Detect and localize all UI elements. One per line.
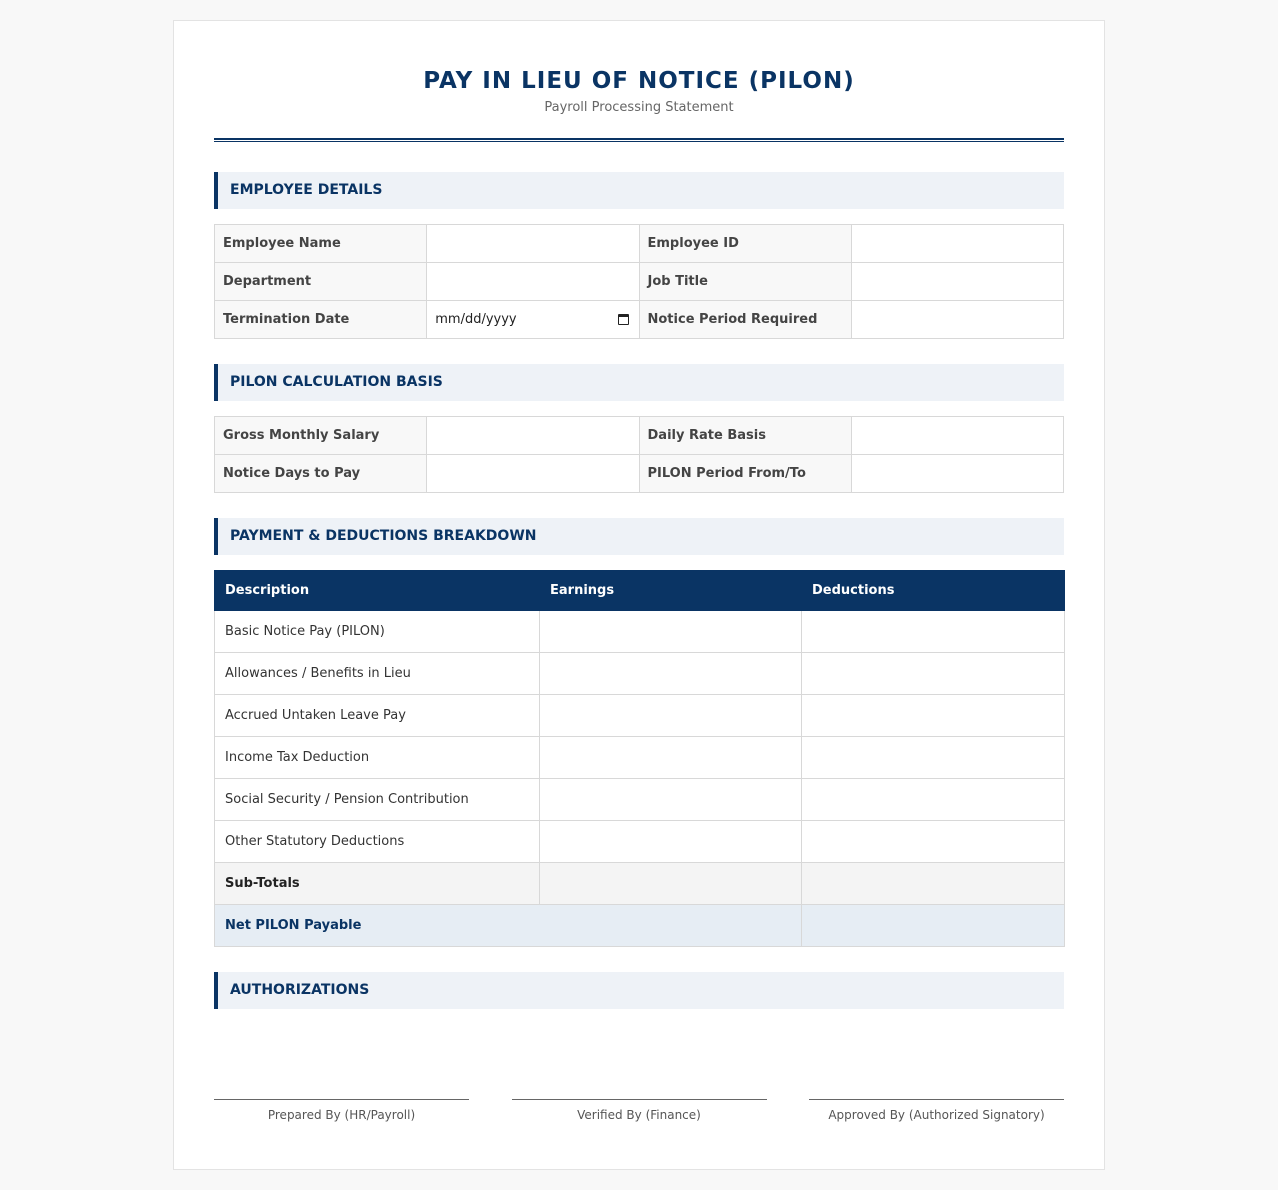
row-description: Income Tax Deduction (215, 737, 540, 779)
notice-period-label: Notice Period Required (639, 301, 851, 339)
employee-name-label: Employee Name (215, 225, 427, 263)
job-title-field[interactable] (851, 263, 1063, 301)
prepared-by-signature[interactable]: Prepared By (HR/Payroll) (214, 1099, 469, 1122)
earnings-cell[interactable] (540, 611, 802, 653)
termination-date-placeholder: mm/dd/yyyy (435, 312, 517, 327)
title-divider (214, 138, 1064, 142)
table-row (215, 779, 1065, 821)
earnings-cell[interactable] (540, 737, 802, 779)
row-description: Basic Notice Pay (PILON) (215, 611, 540, 653)
deductions-cell[interactable] (802, 611, 1065, 653)
department-field[interactable] (427, 263, 639, 301)
employee-id-label: Employee ID (639, 225, 851, 263)
employee-details-heading: EMPLOYEE DETAILS (214, 172, 1064, 209)
table-row (215, 737, 1065, 779)
termination-date-field[interactable] (427, 301, 639, 339)
column-header-description: Description (215, 571, 540, 611)
document-subtitle: Payroll Processing Statement (544, 100, 734, 115)
authorizations-heading: AUTHORIZATIONS (214, 972, 1064, 1009)
calculation-basis-heading: PILON CALCULATION BASIS (214, 364, 1064, 401)
net-payable-label: Net PILON Payable (215, 905, 802, 947)
earnings-cell[interactable] (540, 653, 802, 695)
daily-rate-field[interactable] (851, 417, 1063, 455)
daily-rate-label: Daily Rate Basis (639, 417, 851, 455)
net-payable-cell[interactable] (802, 905, 1065, 947)
employee-id-field[interactable] (851, 225, 1063, 263)
termination-date-label: Termination Date (215, 301, 427, 339)
statement-page (173, 20, 1105, 1170)
notice-days-label: Notice Days to Pay (215, 455, 427, 493)
subtotal-earnings-cell[interactable] (540, 863, 802, 905)
table-row (215, 821, 1065, 863)
deductions-cell[interactable] (802, 653, 1065, 695)
gross-salary-label: Gross Monthly Salary (215, 417, 427, 455)
department-label: Department (215, 263, 427, 301)
column-header-deductions: Deductions (802, 571, 1065, 611)
job-title-label: Job Title (639, 263, 851, 301)
pilon-period-label: PILON Period From/To (639, 455, 851, 493)
approved-by-signature[interactable]: Approved By (Authorized Signatory) (809, 1099, 1064, 1122)
notice-days-field[interactable] (427, 455, 639, 493)
verified-by-signature[interactable]: Verified By (Finance) (512, 1099, 767, 1122)
calendar-icon[interactable] (618, 314, 629, 325)
earnings-cell[interactable] (540, 779, 802, 821)
table-row (215, 611, 1065, 653)
employee-details-table (214, 224, 1064, 339)
document-title: PAY IN LIEU OF NOTICE (PILON) (423, 68, 855, 94)
earnings-cell[interactable] (540, 695, 802, 737)
calculation-basis-table (214, 416, 1064, 493)
row-description: Allowances / Benefits in Lieu (215, 653, 540, 695)
table-row (215, 653, 1065, 695)
employee-name-field[interactable] (427, 225, 639, 263)
subtotal-row (215, 863, 1065, 905)
pilon-period-field[interactable] (851, 455, 1063, 493)
subtotal-label: Sub-Totals (215, 863, 540, 905)
row-description: Other Statutory Deductions (215, 821, 540, 863)
column-header-earnings: Earnings (540, 571, 802, 611)
net-payable-row (215, 905, 1065, 947)
subtotal-deductions-cell[interactable] (802, 863, 1065, 905)
deductions-cell[interactable] (802, 737, 1065, 779)
deductions-cell[interactable] (802, 695, 1065, 737)
row-description: Accrued Untaken Leave Pay (215, 695, 540, 737)
signature-row (214, 1099, 1064, 1122)
notice-period-field[interactable] (851, 301, 1063, 339)
deductions-cell[interactable] (802, 821, 1065, 863)
table-row (215, 695, 1065, 737)
breakdown-heading: PAYMENT & DEDUCTIONS BREAKDOWN (214, 518, 1064, 555)
deductions-cell[interactable] (802, 779, 1065, 821)
gross-salary-field[interactable] (427, 417, 639, 455)
row-description: Social Security / Pension Contribution (215, 779, 540, 821)
breakdown-table (214, 570, 1065, 947)
earnings-cell[interactable] (540, 821, 802, 863)
